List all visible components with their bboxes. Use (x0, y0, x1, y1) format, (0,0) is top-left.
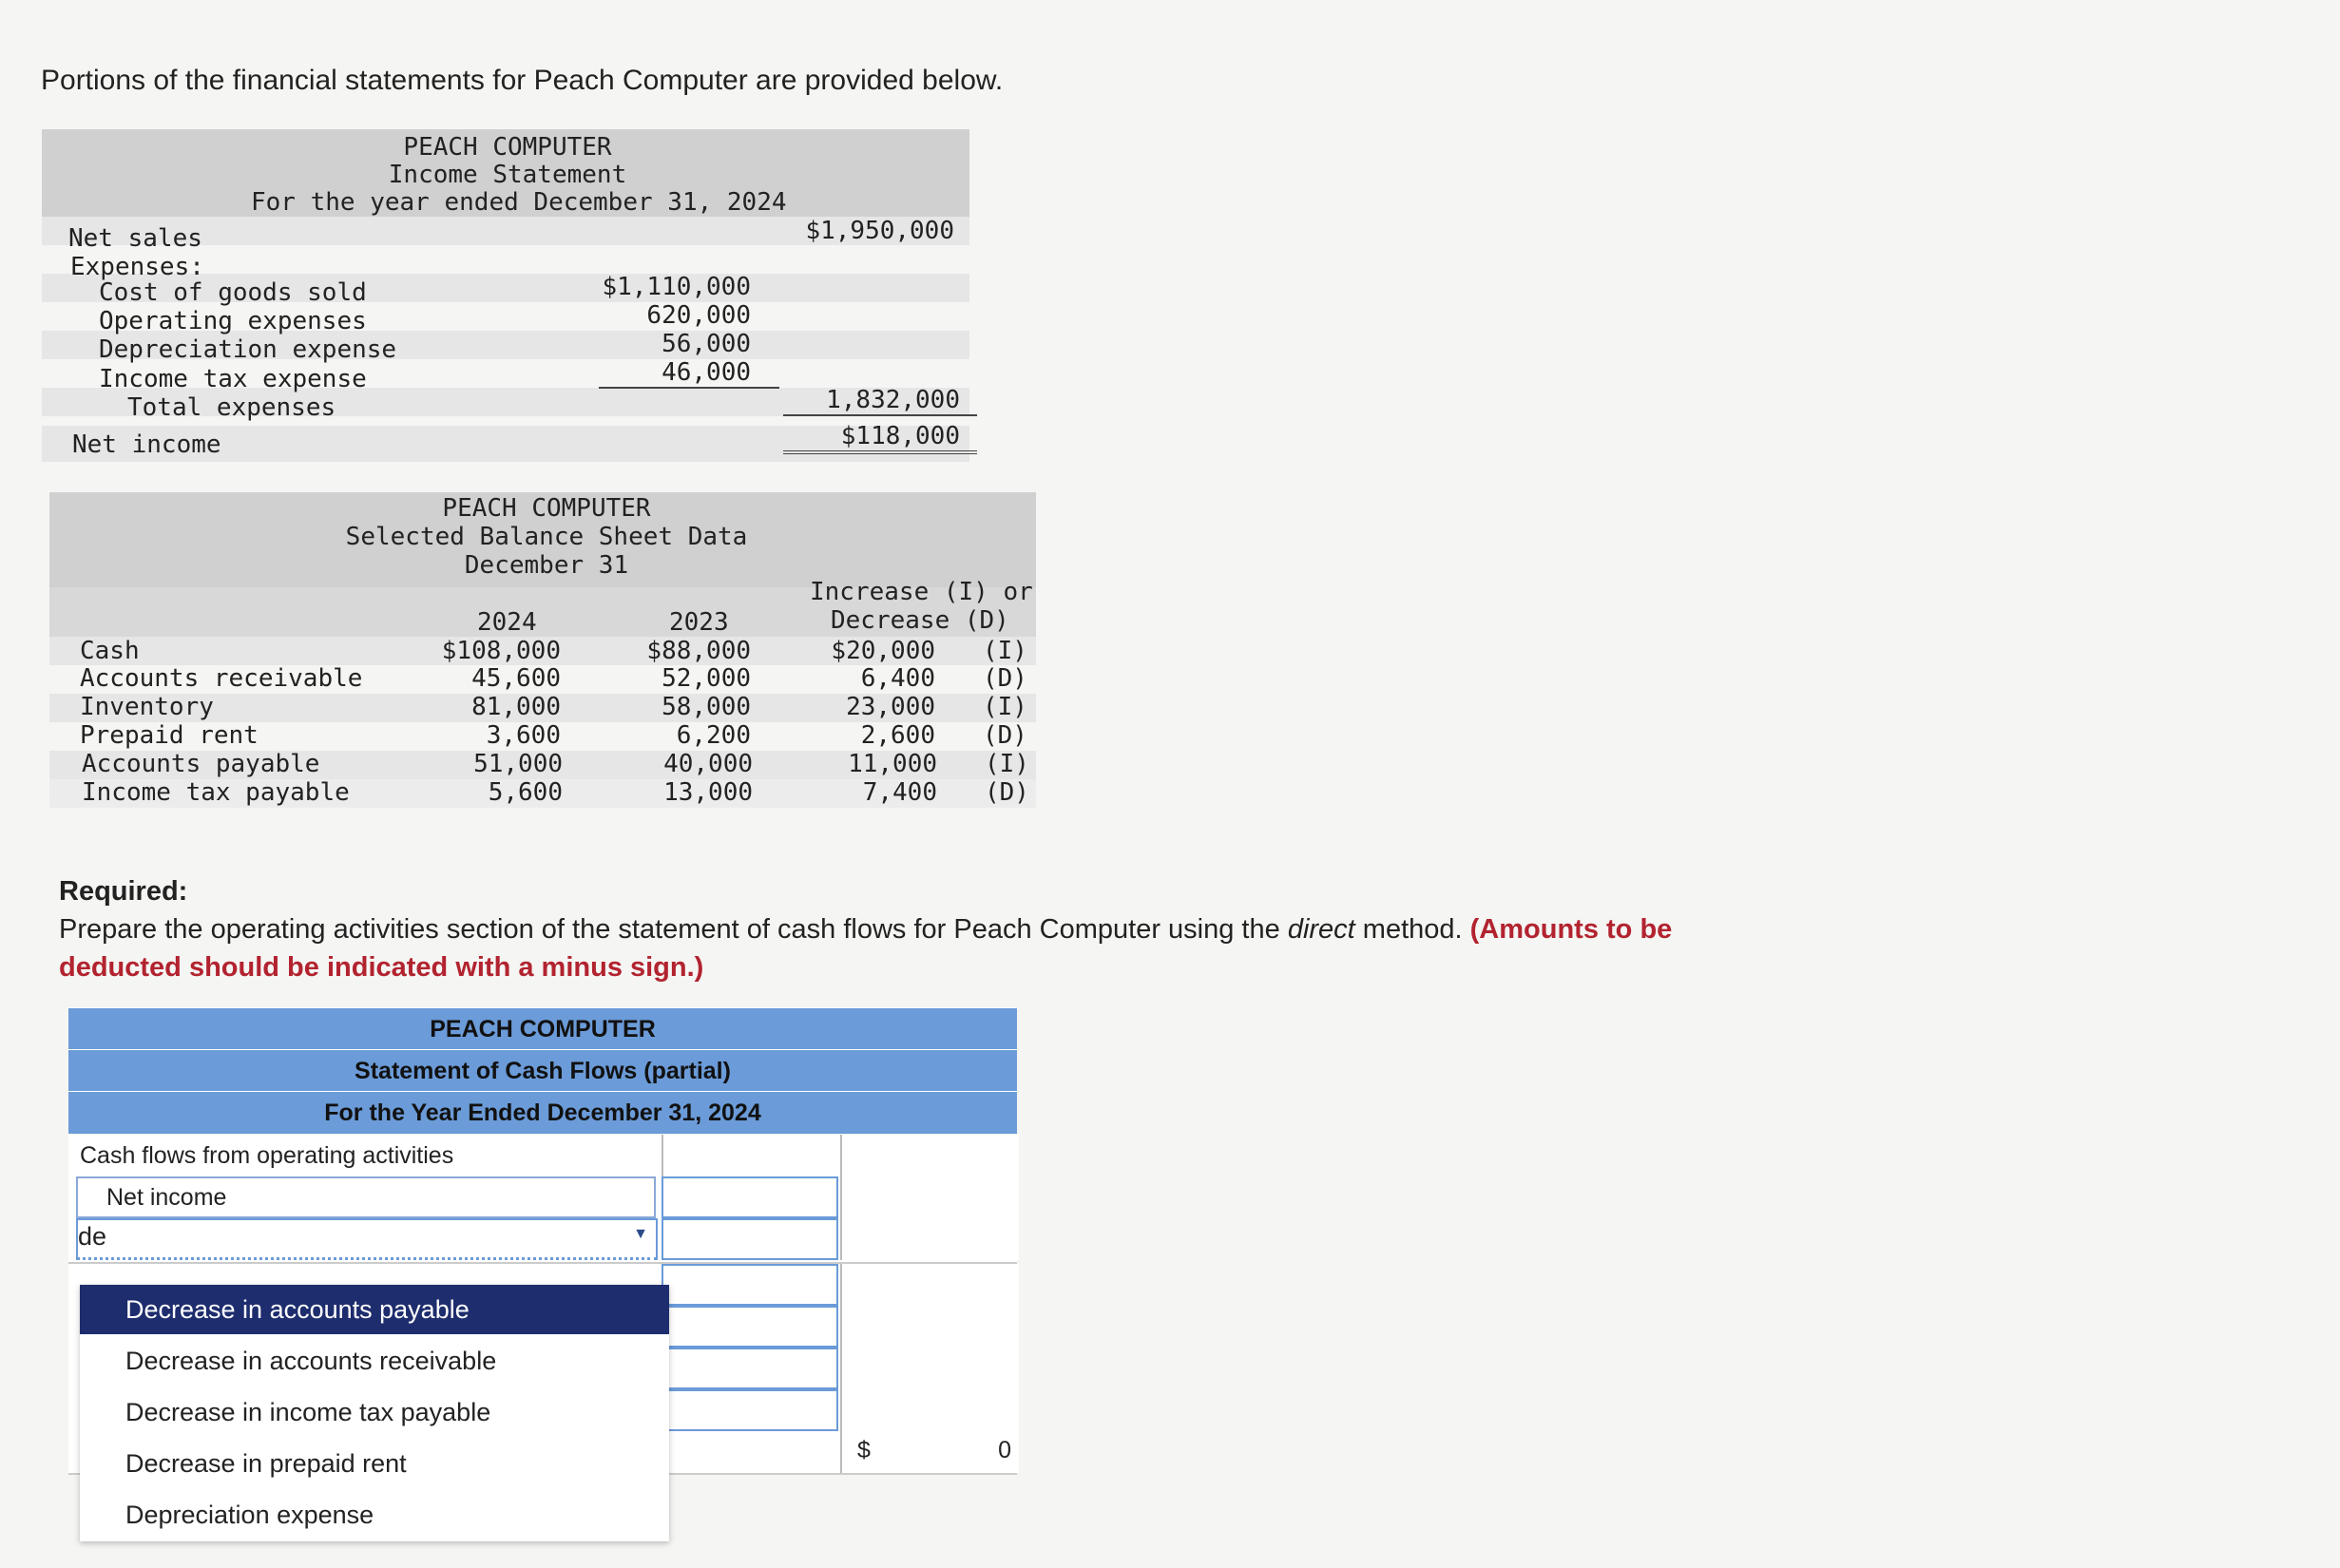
bs-row-label: Accounts payable (82, 750, 320, 778)
intro-text: Portions of the financial statements for Peach Computer are provided below. (41, 65, 1004, 96)
bs-change-dir: (I) (983, 637, 1027, 665)
bs-change-dir: (I) (983, 693, 1027, 721)
bs-2024-value: 45,600 (471, 664, 561, 693)
cf-total-cell (840, 1218, 1019, 1260)
adjustment-amount-input[interactable] (662, 1389, 838, 1431)
is-expense-value: $1,110,000 (602, 273, 751, 301)
dropdown-option[interactable]: Decrease in prepaid rent (125, 1449, 407, 1478)
net-income-amount-input[interactable] (662, 1176, 838, 1218)
bs-row-label: Prepaid rent (80, 721, 259, 750)
bs-col-change-1: Increase (I) or (810, 578, 1033, 606)
table-row (0, 778, 1045, 807)
is-period: For the year ended December 31, 2024 (251, 188, 787, 217)
bs-change-value: 11,000 (848, 750, 937, 778)
is-title: Income Statement (388, 161, 627, 189)
dropdown-option[interactable]: Depreciation expense (125, 1501, 374, 1529)
cf-adjustment-row (68, 1218, 1017, 1264)
adjustment-amount-input[interactable] (662, 1348, 838, 1389)
required-section (59, 872, 1751, 986)
table-row (0, 693, 1045, 721)
required-text (59, 910, 1751, 986)
bs-col-change-2: Decrease (D) (831, 606, 1009, 635)
cf-total-cell (840, 1431, 1019, 1473)
bs-2023-value: 40,000 (663, 750, 753, 778)
bs-change-value: 7,400 (862, 778, 937, 807)
bs-2023-value: 58,000 (662, 693, 751, 721)
cf-amount-cell (662, 1431, 840, 1473)
required-heading: Required: (59, 876, 188, 907)
cf-total-cell (840, 1176, 1019, 1218)
cf-total-cell (840, 1306, 1019, 1348)
cf-section-row (68, 1135, 1017, 1178)
bs-col-2024: 2024 (477, 608, 537, 637)
dropdown-list (80, 1285, 669, 1541)
cf-net-income-label: Net income (106, 1184, 227, 1211)
bs-2023-value: $88,000 (646, 637, 751, 665)
is-total-label: Total expenses (127, 393, 336, 422)
required-note: (Amounts to be deducted should be indicated with a minus sign.) (59, 914, 1673, 983)
bs-company: PEACH COMPUTER (442, 494, 651, 523)
required-text-b: method. (1354, 914, 1470, 945)
cf-total-cell (840, 1389, 1019, 1431)
is-expense-value: 56,000 (662, 330, 751, 358)
is-expense-label: Operating expenses (99, 307, 367, 335)
is-expense-value: 620,000 (646, 301, 751, 330)
bs-col-2023: 2023 (669, 608, 729, 637)
bs-row-label: Income tax payable (82, 778, 350, 807)
dropdown-option[interactable]: Decrease in accounts payable (80, 1285, 669, 1334)
bs-row-label: Inventory (80, 693, 214, 721)
dropdown-option[interactable]: Decrease in accounts receivable (125, 1347, 497, 1375)
bs-row-label: Cash (80, 637, 140, 665)
bs-row-label: Accounts receivable (80, 664, 363, 693)
bs-change-value: $20,000 (831, 637, 935, 665)
table-row (0, 721, 1045, 750)
cf-net-income-row (68, 1176, 1017, 1220)
cf-total-cell (840, 1135, 1019, 1176)
bs-date: December 31 (464, 551, 629, 580)
cf-total-cell (840, 1348, 1019, 1389)
cf-title: Statement of Cash Flows (partial) (68, 1049, 1017, 1092)
bs-title: Selected Balance Sheet Data (345, 523, 748, 551)
bs-change-dir: (D) (985, 778, 1029, 807)
is-expense-label: Cost of goods sold (99, 278, 367, 307)
cf-period: For the Year Ended December 31, 2024 (68, 1091, 1017, 1134)
cf-company: PEACH COMPUTER (68, 1007, 1017, 1050)
is-expense-label: Income tax expense (99, 365, 367, 393)
bs-2024-value: 81,000 (471, 693, 561, 721)
currency-symbol: $ (857, 1437, 871, 1463)
required-text-a: Prepare the operating activities section of the statement of cash flows for Peach Computer using the (59, 914, 1288, 945)
table-row (0, 664, 1045, 693)
total-value: 0 (998, 1437, 1011, 1463)
chevron-down-icon[interactable]: ▼ (633, 1226, 648, 1242)
is-total-value: 1,832,000 (783, 386, 977, 416)
bs-2023-value: 52,000 (662, 664, 751, 693)
is-net-income-value: $118,000 (783, 422, 977, 454)
required-text-italic: direct (1287, 914, 1355, 945)
bs-change-value: 6,400 (860, 664, 935, 693)
bs-2024-value: 3,600 (486, 721, 561, 750)
is-company: PEACH COMPUTER (403, 133, 612, 162)
bs-change-dir: (D) (983, 721, 1027, 750)
is-net-sales-label: Net sales (68, 224, 202, 253)
adjustment-amount-input[interactable] (662, 1306, 838, 1348)
adjustment-select[interactable] (76, 1218, 658, 1260)
cf-amount-cell (662, 1135, 840, 1176)
bs-change-dir: (D) (983, 664, 1027, 693)
bs-2023-value: 13,000 (663, 778, 753, 807)
bs-2024-value: $108,000 (441, 637, 561, 665)
is-expense-value: 46,000 (599, 358, 779, 389)
is-net-income-label: Net income (72, 430, 221, 459)
bs-2024-value: 51,000 (473, 750, 563, 778)
bs-change-value: 23,000 (846, 693, 935, 721)
cf-section-label: Cash flows from operating activities (80, 1142, 454, 1169)
bs-2023-value: 6,200 (676, 721, 751, 750)
dropdown-option[interactable]: Decrease in income tax payable (125, 1398, 491, 1426)
bs-change-value: 2,600 (860, 721, 935, 750)
adjustment-amount-input[interactable] (662, 1218, 838, 1260)
is-expense-label: Depreciation expense (99, 335, 397, 364)
bs-change-dir: (I) (985, 750, 1029, 778)
bs-2024-value: 5,600 (488, 778, 563, 807)
select-text: de (78, 1222, 107, 1251)
table-row (0, 637, 1045, 665)
is-net-sales-value: $1,950,000 (805, 217, 954, 245)
adjustment-amount-input[interactable] (662, 1264, 838, 1306)
table-row (0, 750, 1045, 778)
is-expenses-label: Expenses: (70, 253, 204, 281)
cf-total-cell (840, 1264, 1019, 1306)
